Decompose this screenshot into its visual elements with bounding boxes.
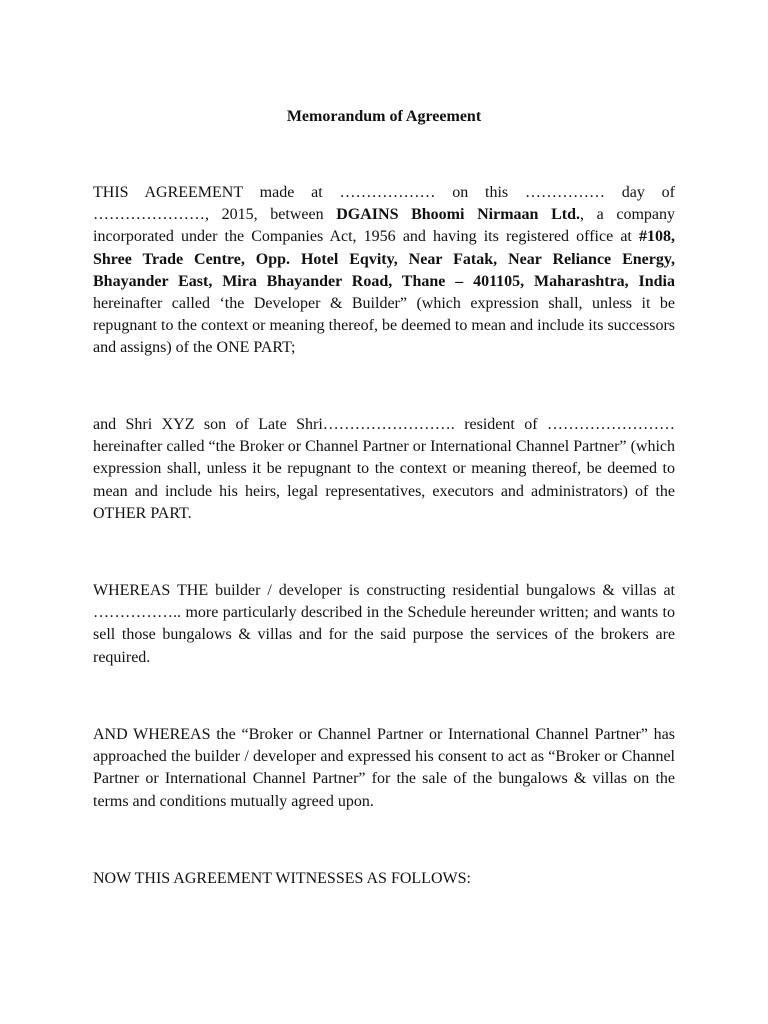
company-name: DGAINS Bhoomi Nirmaan Ltd. bbox=[336, 206, 580, 224]
paragraph-parties-broker: and Shri XYZ son of Late Shri……………………. resident of …………………… hereinafter called “the Broker or Channel Partner or International Channel Partner” (which expression shall, unless it be repugnant to the context or meaning thereof, be deemed to mean and include his heirs, legal representatives, executors and administrators) of the OTHER PART. bbox=[93, 416, 675, 522]
para1-text-a: THIS AGREEMENT made at ……………… on this …………… day of …………………, 2015, between bbox=[93, 184, 675, 224]
registered-address: #108, Shree Trade Centre, Opp. Hotel Eqvity, Near Fatak, Near Reliance Energy, Bhayander East, Mira Bhayander Road, Thane – 401105, Maharashtra, India bbox=[93, 228, 675, 290]
paragraph-parties-developer bbox=[93, 182, 675, 360]
document-title: Memorandum of Agreement bbox=[286, 108, 482, 125]
paragraph-witnesses: NOW THIS AGREEMENT WITNESSES AS FOLLOWS: bbox=[93, 870, 471, 887]
para1-text-b: , a company incorporated under the Companies Act, 1956 and having its registered office at bbox=[93, 206, 675, 246]
paragraph-and-whereas: AND WHEREAS the “Broker or Channel Partner or International Channel Partner” has approached the builder / developer and expressed his consent to act as “Broker or Channel Partner or International Channel Partner” for the sale of the bungalows & villas on the terms and conditions mutually agreed upon. bbox=[93, 726, 675, 810]
para1-text-c: hereinafter called ‘the Developer & Builder” (which expression shall, unless it be repugnant to the context or meaning thereof, be deemed to mean and include its successors and assigns) of the ONE PART; bbox=[93, 295, 675, 357]
paragraph-whereas: WHEREAS THE builder / developer is constructing residential bungalows & villas at …………….. more particularly described in the Schedule hereunder written; and wants to sell those bungalows & villas and for the said purpose the services of the brokers are required. bbox=[93, 582, 675, 666]
